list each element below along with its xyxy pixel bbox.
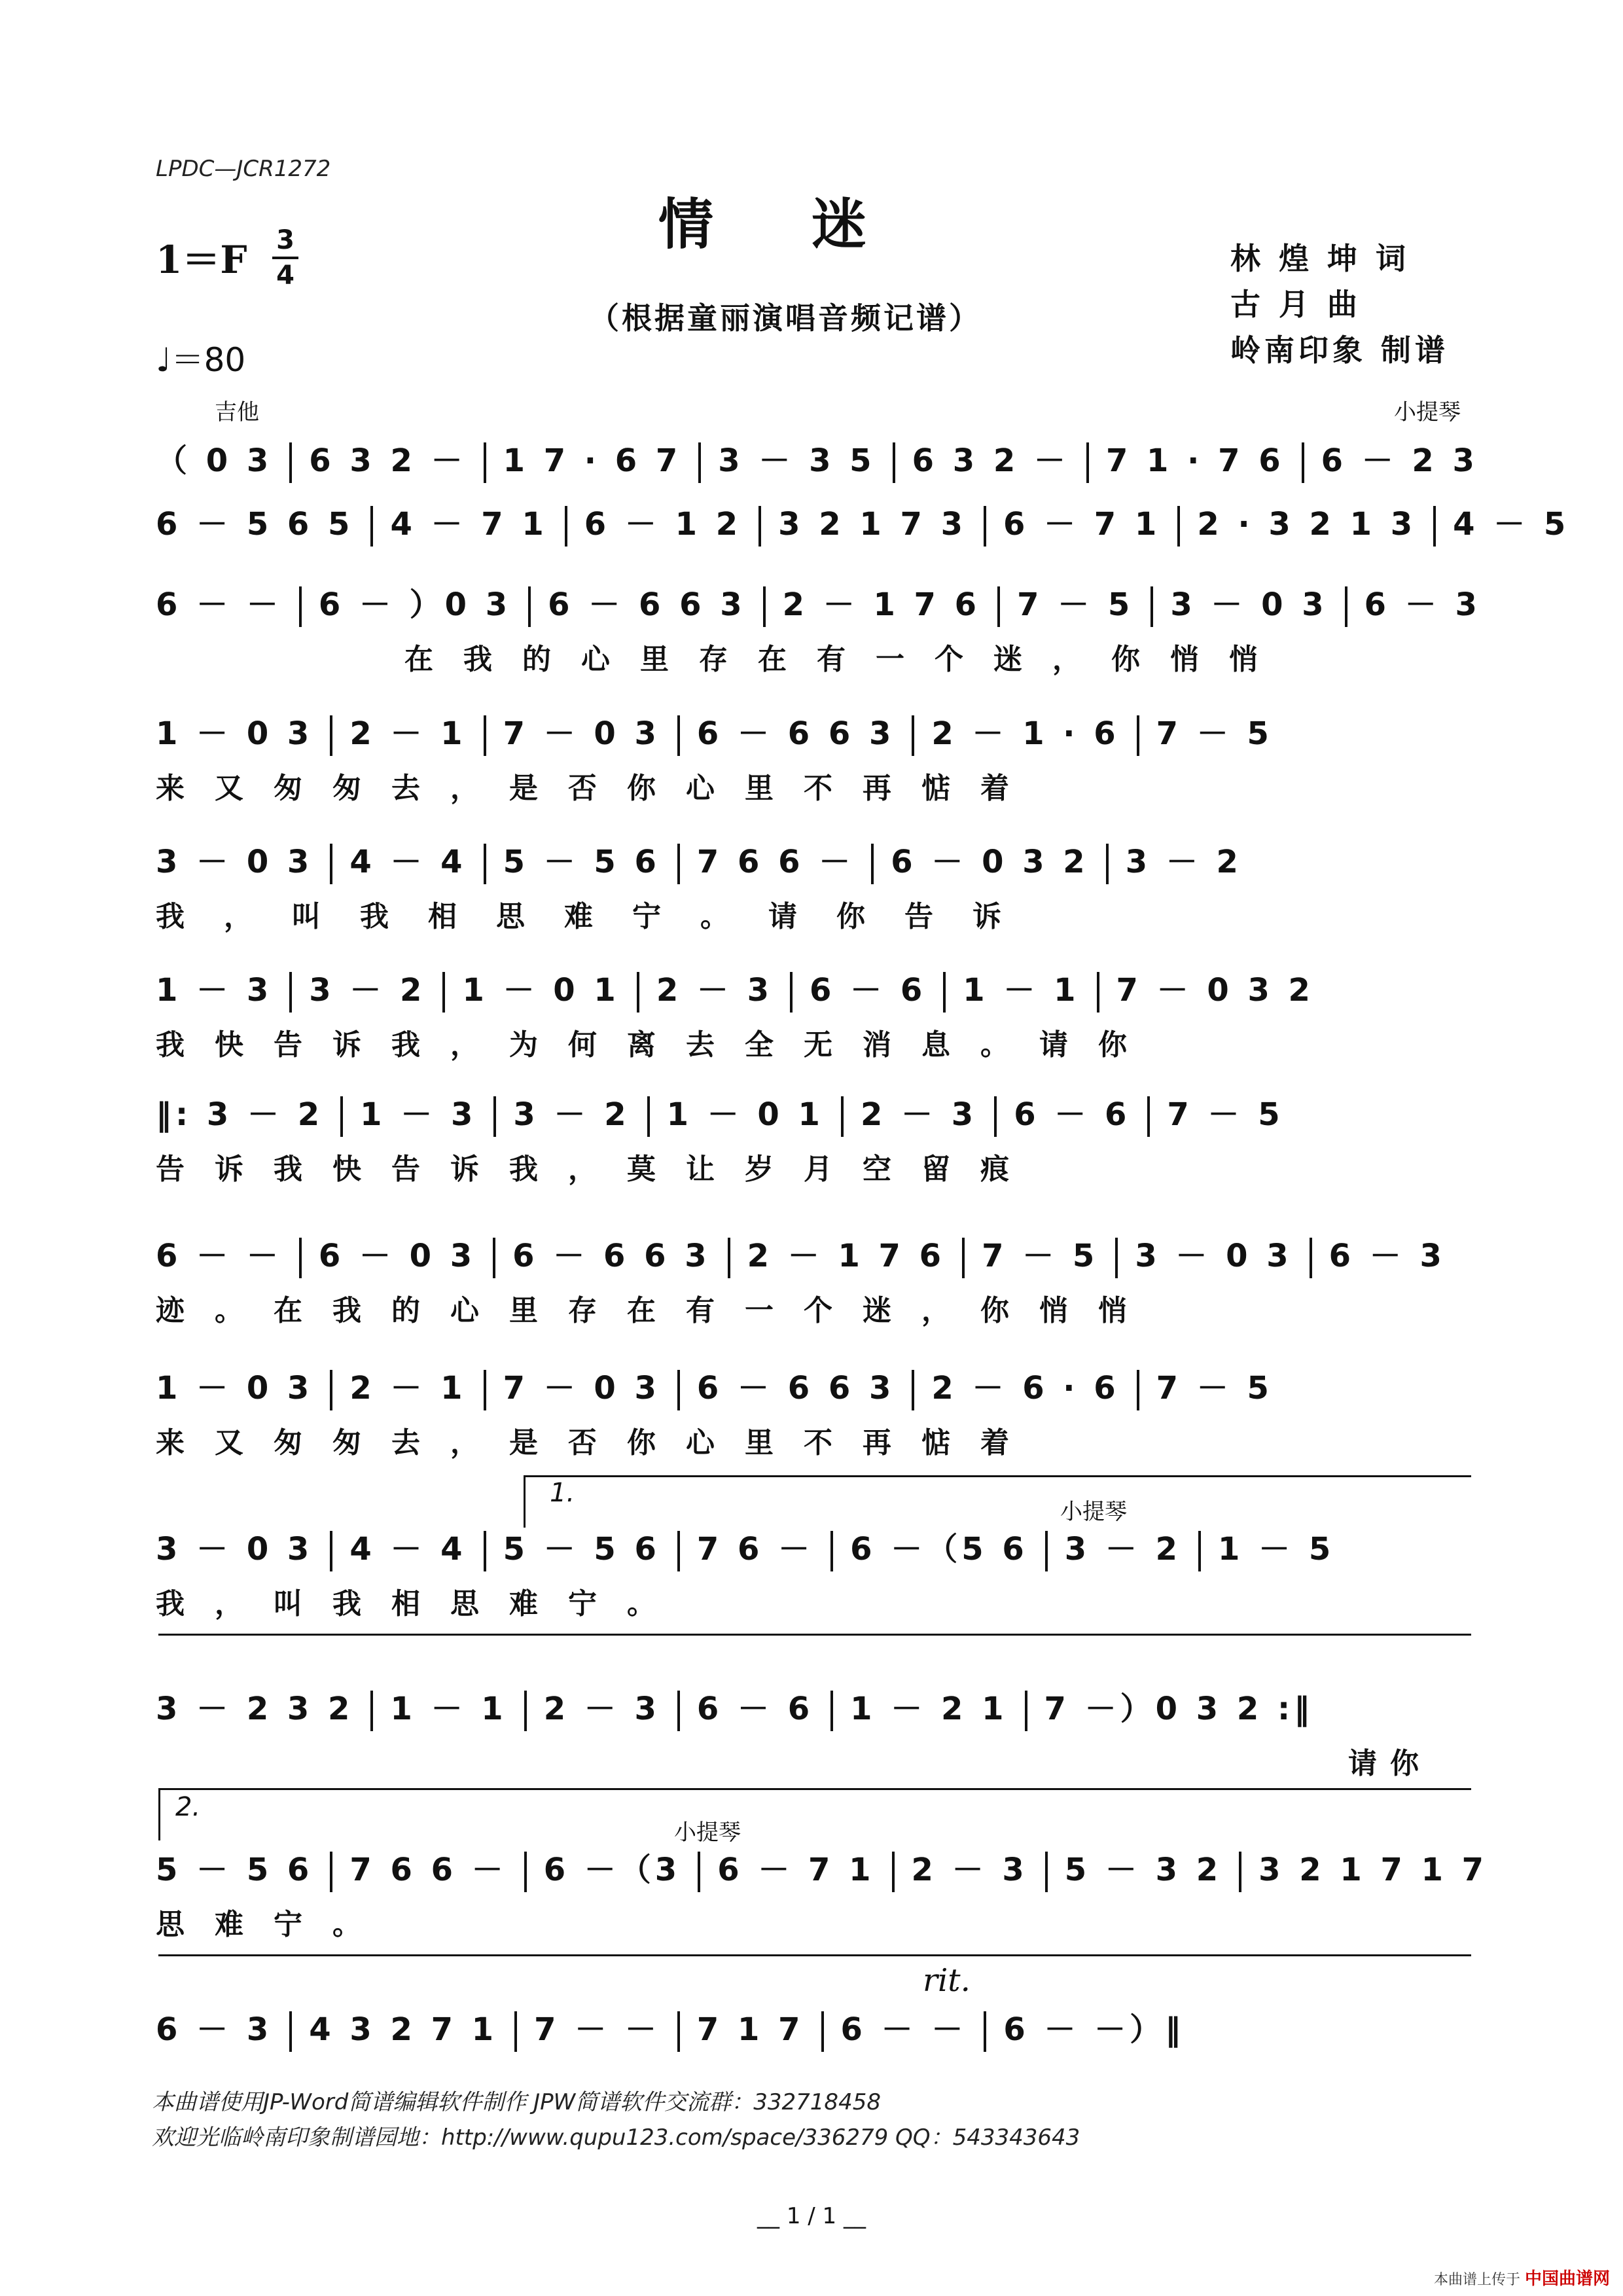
barline [330,1531,332,1571]
volta-1-bracket-left [524,1475,526,1528]
barline [289,2011,292,2052]
barline [994,1096,997,1137]
barline [893,442,895,483]
measure: 3 － 0 3 [156,1531,313,1568]
measure: 2 － 1 7 6 [747,1238,946,1274]
meter-divider [272,257,298,259]
measure: 2 － 3 [911,1852,1028,1888]
barline [892,1852,895,1892]
measure: 1 － 5 [1218,1531,1335,1568]
lyric-line: 我，叫我相思难宁。 [156,1587,686,1621]
measure: 7 6 6 － [349,1852,507,1888]
barline [943,972,946,1013]
measure: 2 － 6 · 6 [931,1370,1120,1407]
lyric-line: 在我的心里存在有一个迷，你悄悄 [404,643,1288,676]
barline [493,1238,495,1278]
barline [647,1096,650,1137]
notation-system [156,1844,1488,1888]
barline [677,1531,680,1571]
subtitle: （根据童丽演唱音频记谱） [589,300,982,336]
measure: 4 － 4 [349,1531,467,1568]
upload-site-logo: 中国曲谱网 [1524,2269,1610,2289]
measure: 6 －（5 6 [850,1531,1028,1568]
notation-system [156,2004,1471,2048]
barline [514,2011,517,2052]
measure: 3 － 2 [1064,1531,1182,1568]
measure: ‖: 3 － 2 [156,1096,324,1133]
measure: 2 － 1 7 6 [782,586,981,623]
lyric-line: 思难宁。 [156,1908,391,1941]
barline [698,1852,700,1892]
barline [1106,844,1109,884]
measure: 7 － 0 3 [503,715,660,752]
barline [484,1370,486,1410]
lyric-line: 我，叫我相思难宁。请你告诉 [156,900,1041,933]
barline [790,972,793,1013]
measure: 6 － － [156,586,282,623]
measure: 5 － 5 6 [503,844,660,880]
lyric-line: 来又匆匆去，是否你心里不再惦着 [156,1426,1039,1460]
measure: 3 － 0 3 [1135,1238,1293,1274]
barline [289,442,292,483]
measure: 7 6 6 － [696,844,855,880]
measure: 7 － 5 [1156,1370,1273,1407]
barline [484,715,486,756]
page-title: 情迷 [658,192,965,257]
barline [1115,1238,1118,1278]
barline [370,1691,373,1731]
credits [1230,236,1449,373]
barline [1045,1852,1048,1892]
barline [1310,1238,1312,1278]
measure: 6 － 3 [1329,1238,1446,1274]
lyric-line: 告诉我快告诉我，莫让岁月空留痕 [156,1153,1039,1186]
barline [677,844,680,884]
barline [330,844,332,884]
time-signature [272,225,298,291]
measure: 2 － 3 [860,1096,978,1133]
volta-2-label: 2. [175,1792,201,1822]
measure: （ 0 3 [156,442,273,479]
measure: 1 － 0 3 [156,715,313,752]
barline [330,1370,332,1410]
lyric-line: 迹。在我的心里存在有一个迷，你悄悄 [156,1294,1157,1327]
barline [962,1238,965,1278]
barline [524,1852,527,1892]
measure: 6 － －）‖ [1003,2011,1185,2048]
notation-system [156,1683,1471,1727]
measure: 1 － 3 [156,972,273,1009]
measure: 1 － 3 [360,1096,477,1133]
barline [370,506,373,547]
barline [1302,442,1304,483]
notation-system [156,499,1570,543]
meter-top: 3 [276,225,294,255]
page-number: __ 1 / 1 __ [757,2203,866,2229]
barline [677,2011,680,2052]
measure: 1 － 0 1 [462,972,620,1009]
measure: 6 － 6 [696,1691,814,1727]
barline [330,1852,332,1892]
measure: 6 － 2 3 [1321,442,1478,479]
barline [340,1096,343,1137]
measure: 2 － 1 [349,1370,467,1407]
notation-system [156,1089,1471,1133]
measure: 3 2 1 7 3 [778,506,967,543]
upload-watermark [1434,2265,1610,2289]
meter-bottom: 4 [276,260,294,291]
barline [912,715,914,756]
barline [1097,972,1099,1013]
barline [330,715,332,756]
measure: 6 － 6 6 3 [696,1370,895,1407]
measure: 3 － 2 [309,972,426,1009]
measure: 4 － 7 1 [390,506,548,543]
measure: 7 － 0 3 2 [1116,972,1314,1009]
measure: 6 － － [156,1238,282,1274]
measure: 6 3 2 － [912,442,1069,479]
barline [289,972,292,1013]
volta-2-bracket-left [158,1788,160,1840]
notation-system [156,1363,1471,1407]
lyric-line: 来又匆匆去，是否你心里不再惦着 [156,772,1039,805]
tempo-marking: ♩＝80 [156,341,246,379]
lyricist: 林 煌 坤 词 [1230,241,1410,276]
measure: 7 1 · 7 6 [1105,442,1285,479]
measure: 6 － 6 [1014,1096,1131,1133]
barline [871,844,874,884]
measure: 6 － 3 [1364,586,1481,623]
barline [677,715,680,756]
measure: 6 － 0 3 [318,1238,476,1274]
barline [299,586,302,627]
notation-system [156,708,1471,752]
measure: 6 － 6 6 3 [696,715,895,752]
barline [830,1531,833,1571]
barline [1025,1691,1027,1731]
barline [484,1531,486,1571]
measure: 7 － 5 [1017,586,1134,623]
measure: 7 － 5 [982,1238,1099,1274]
measure: 6 － 6 6 3 [512,1238,711,1274]
measure: 7 6 － [696,1531,814,1568]
system-separator [158,1634,1471,1636]
barline [1137,715,1139,756]
measure: 3 2 1 7 1 7 [1258,1852,1488,1888]
measure: 1 － 0 1 [666,1096,824,1133]
barline [1045,1531,1048,1571]
notation-system [156,1230,1471,1274]
barline [484,844,486,884]
arranger: 岭南印象 制谱 [1230,332,1450,368]
measure: 6 － ）0 3 [318,586,512,623]
measure: 6 － 5 6 5 [156,506,354,543]
measure: 2 － 3 [543,1691,660,1727]
barline [565,506,567,547]
measure: 2 － 1 · 6 [931,715,1120,752]
notation-system [156,965,1471,1009]
barline [997,586,1000,627]
footer-line-1: 本曲谱使用JP-Word简谱编辑软件制作 JPW简谱软件交流群：332718458 [152,2089,881,2115]
measure: 7 －）0 3 2 :‖ [1044,1691,1314,1727]
notation-system [156,435,1478,479]
measure: 1 － 1 [963,972,1080,1009]
measure: 6 － 6 [810,972,927,1009]
measure: 6 － 1 2 [584,506,742,543]
measure: 3 － 0 3 [156,844,313,880]
measure: 1 － 0 3 [156,1370,313,1407]
barline [442,972,445,1013]
barline [299,1238,302,1278]
barline [1345,586,1347,627]
barline [1433,506,1436,547]
barline [984,2011,986,2052]
measure: 3 － 2 [513,1096,630,1133]
measure: 6 － 0 3 2 [891,844,1089,880]
barline [698,442,701,483]
lyric-line: 请你 [1348,1747,1432,1780]
measure: 2 · 3 2 1 3 [1197,506,1417,543]
measure: 6 － 3 [156,2011,273,2048]
barline [524,1691,527,1731]
footer-line-2: 欢迎光临岭南印象制谱园地：http://www.qupu123.com/space/336279 QQ：543343643 [152,2125,1080,2151]
barline [1137,1370,1139,1410]
composer: 古 月 曲 [1230,287,1362,322]
barline [1177,506,1180,547]
barline [984,506,986,547]
measure: 3 － 2 3 2 [156,1691,354,1727]
barline [830,1691,833,1731]
measure: 3 － 2 [1125,844,1242,880]
barline [1198,1531,1201,1571]
barline [677,1370,680,1410]
measure: 7 － 5 [1167,1096,1284,1133]
barline [637,972,639,1013]
barline [841,1096,844,1137]
measure: 3 － 0 3 [1170,586,1328,623]
instrument-label-guitar: 吉他 [215,399,259,425]
measure: 4 － 5 [1453,506,1570,543]
barline [763,586,766,627]
measure: 7 1 7 [696,2011,804,2048]
barline [484,442,486,483]
ritardando-mark: rit. [923,1962,971,1999]
volta-1-bracket-top [524,1475,1471,1477]
measure: 1 － 1 [390,1691,507,1727]
measure: 1 7 · 6 7 [503,442,682,479]
measure: 6 － － [840,2011,967,2048]
barline [1147,1096,1150,1137]
measure: 2 － 3 [656,972,774,1009]
measure: 6 － 6 6 3 [548,586,746,623]
measure: 7 － 0 3 [503,1370,660,1407]
measure: 5 － 3 2 [1064,1852,1222,1888]
barline [1150,586,1153,627]
measure: 6 －（3 [543,1852,681,1888]
notation-system [156,1524,1471,1568]
barline [677,1691,680,1731]
lyric-line: 我快告诉我，为何离去全无消息。请你 [156,1028,1157,1062]
measure: 5 － 5 6 [156,1852,313,1888]
barline [758,506,761,547]
barline [821,2011,824,2052]
measure: 2 － 1 [349,715,467,752]
measure: 7 － 5 [1156,715,1273,752]
barline [912,1370,914,1410]
measure: 3 － 3 5 [718,442,876,479]
instrument-label-violin-2: 小提琴 [1060,1499,1127,1525]
barline [1239,1852,1241,1892]
barline [528,586,531,627]
score-code: LPDC—JCR1272 [156,156,331,182]
notation-system [156,836,1471,880]
measure: 6 － 7 1 [1003,506,1161,543]
system-separator-2 [158,1954,1471,1956]
measure: 7 － － [534,2011,660,2048]
key-signature: 1＝F [156,238,247,282]
measure: 6 － 7 1 [717,1852,875,1888]
volta-2-bracket-top [158,1788,1471,1790]
instrument-label-violin: 小提琴 [1394,399,1461,425]
barline [1086,442,1089,483]
volta-1-label: 1. [550,1478,575,1508]
upload-label: 本曲谱上传于 [1433,2272,1520,2288]
measure: 4 3 2 7 1 [309,2011,498,2048]
instrument-label-violin-3: 小提琴 [674,1820,741,1846]
measure: 5 － 5 6 [503,1531,660,1568]
barline [493,1096,496,1137]
notation-system [156,579,1481,623]
measure: 1 － 2 1 [850,1691,1008,1727]
barline [728,1238,730,1278]
measure: 6 3 2 － [309,442,467,479]
measure: 4 － 4 [349,844,467,880]
